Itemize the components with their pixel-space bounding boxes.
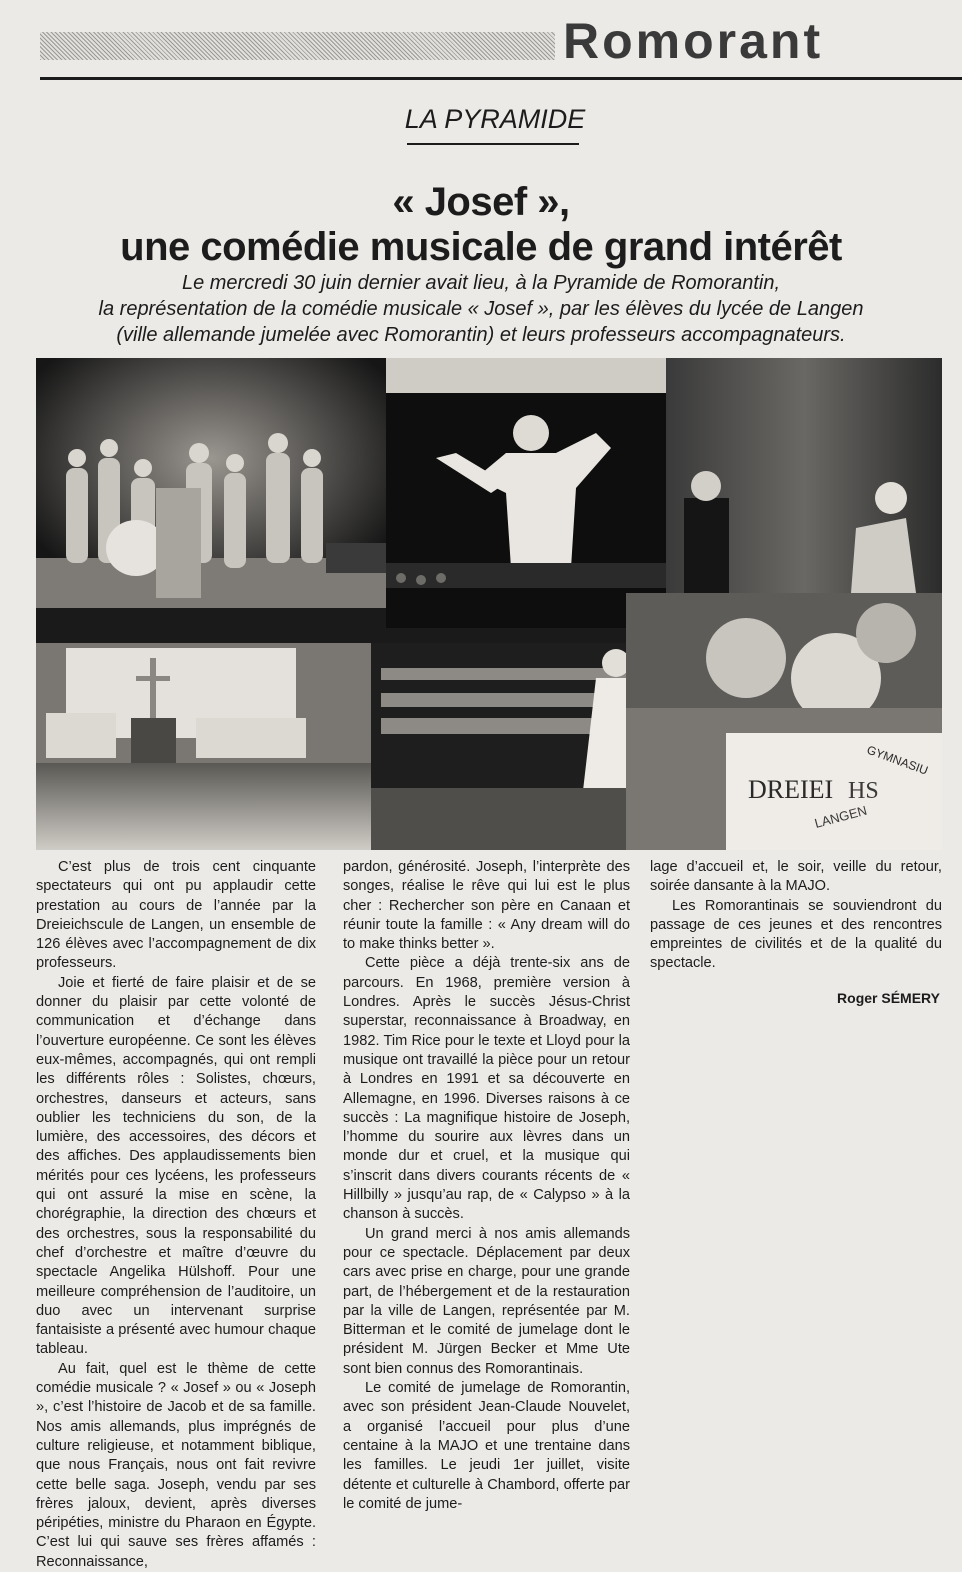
article-column-1 xyxy=(36,858,316,1572)
article-column-3 xyxy=(650,858,942,974)
photo-closeup xyxy=(626,593,942,850)
paragraph: lage d’accueil et, le soir, veille du retour, soirée dansante à la MAJO. xyxy=(650,859,942,895)
photo-montage-svg xyxy=(36,358,942,850)
standfirst-line-3: (ville allemande jumelée avec Romorantin) et leurs professeurs accompagnateurs. xyxy=(116,324,846,346)
paragraph: Les Romorantinais se souviendront du passage de ces jeunes et des rencontres empreintes de civilités et de la qualité du spectacle. xyxy=(650,897,942,972)
section-header-pattern xyxy=(40,32,555,60)
section-title: Romorant xyxy=(563,13,824,69)
article-headline xyxy=(0,180,962,270)
article-column-2 xyxy=(343,858,630,1514)
photo-choir-stage xyxy=(36,643,371,850)
headline-line-1: « Josef », xyxy=(392,180,570,224)
paragraph: Un grand merci à nos amis allemands pour ce spectacle. Déplacement par deux cars avec prise en charge, pour une grande part, de l’hébergement et de la restauration par la ville de Langen, représentée par M. Bitterman et le comité de jumelage dont le président M. Jürgen Becker et Mme Ute sont bien connus des Romorantinais. xyxy=(343,1225,630,1377)
photo-duet xyxy=(666,358,942,593)
banner-text-2: HS xyxy=(848,778,879,804)
photo-cast-group xyxy=(36,358,386,608)
kicker-underline xyxy=(407,143,579,145)
headline-line-2: une comédie musicale de grand intérêt xyxy=(120,225,842,269)
standfirst-line-1: Le mercredi 30 juin dernier avait lieu, à la Pyramide de Romorantin, xyxy=(181,272,781,294)
paragraph: Au fait, quel est le thème de cette comédie musicale ? « Josef » ou « Joseph », c’est l’histoire de Jacob et de sa famille. Nos amis allemands, plus imprégnés de culture religieuse, et notamment biblique, que nous Français, nous ont fait revivre cette belle saga. Joseph, vendu par ses frères jaloux, devient, après diverses péripéties, ministre du Pharaon en Égypte. C’est lui qui sauve ses frères affamés : Reconnaissance, xyxy=(36,1360,316,1570)
paragraph: Le comité de jumelage de Romorantin, avec son président Jean-Claude Nouvelet, a organisé l’accueil pour plus d’une centaine à la MAJO et une trentaine dans les familles. Le jeudi 1er juillet, visite détente et culturelle à Chambord, offerte par le comité de jume- xyxy=(343,1380,630,1512)
photo-josef-solo xyxy=(386,358,666,628)
header-rule xyxy=(40,77,962,80)
banner-text-4: LANGEN xyxy=(812,802,869,831)
banner-text-3: GYMNASIU xyxy=(864,742,930,778)
photo-montage xyxy=(36,358,942,850)
paragraph: Cette pièce a déjà trente-six ans de parcours. En 1968, première version à Londres. Après le succès Jésus-Christ superstar, reconnaissance à Broadway, en 1982. Tim Rice pour le texte et Lloyd pour la musique ont travaillé la pièce pour un retour à Londres en 1991 et sa découverte en Allemagne, en 1996. Diverses raisons à ce succès : La magnifique histoire de Joseph, l’homme du sourire aux lèvres dans un monde dur et cruel, et la musique qui s’inscrit dans divers courants récents de « Hillbilly » jusqu’au rap, de « Calypso » à la chanson à succès. xyxy=(343,955,630,1223)
paragraph: pardon, générosité. Joseph, l’interprète des songes, réalise le rêve qui lui est le plus cher : Rechercher son père en Canaan et réunir toute la famille : « Any dream will do to make thinks better ». xyxy=(343,859,630,953)
paragraph: Joie et fierté de faire plaisir et de se donner du plaisir par cette volonté de communication et d’échange dans l’ouverture européenne. Ce sont les élèves eux-mêmes, accompagnés, qui ont rempli les différents rôles : Solistes, chœurs, orchestres, danseurs et acteurs, sans oublier les techniciens du son, de la lumière, des accessoires, des décors et des affiches. Des applaudissements bien mérités pour ces lycéens, les professeurs qui ont assuré la mise en scène, la chorégraphie, la direction des chœurs et des orchestres, sous la responsabilité du chef d’orchestre et maître d’œuvre du spectacle Angelika Hülshoff. Pour une meilleure compréhension de l’auditoire, un duo avec un intervenant surprise fantaisiste a présenté avec humour chaque tableau. xyxy=(36,974,316,1358)
author-byline: Roger SÉMERY xyxy=(837,990,940,1006)
article-kicker: LA PYRAMIDE xyxy=(404,104,586,134)
standfirst-line-2: la représentation de la comédie musicale « Josef », par les élèves du lycée de Langen xyxy=(98,298,864,320)
banner-text-1: DREIEI xyxy=(748,775,834,804)
paragraph: C’est plus de trois cent cinquante spectateurs qui ont pu applaudir cette prestation au cours de l’année par la Dreieichscule de Langen, un ensemble de 126 élèves avec l’accompagnement de dix professeurs. xyxy=(36,859,316,972)
article-standfirst xyxy=(0,270,962,348)
